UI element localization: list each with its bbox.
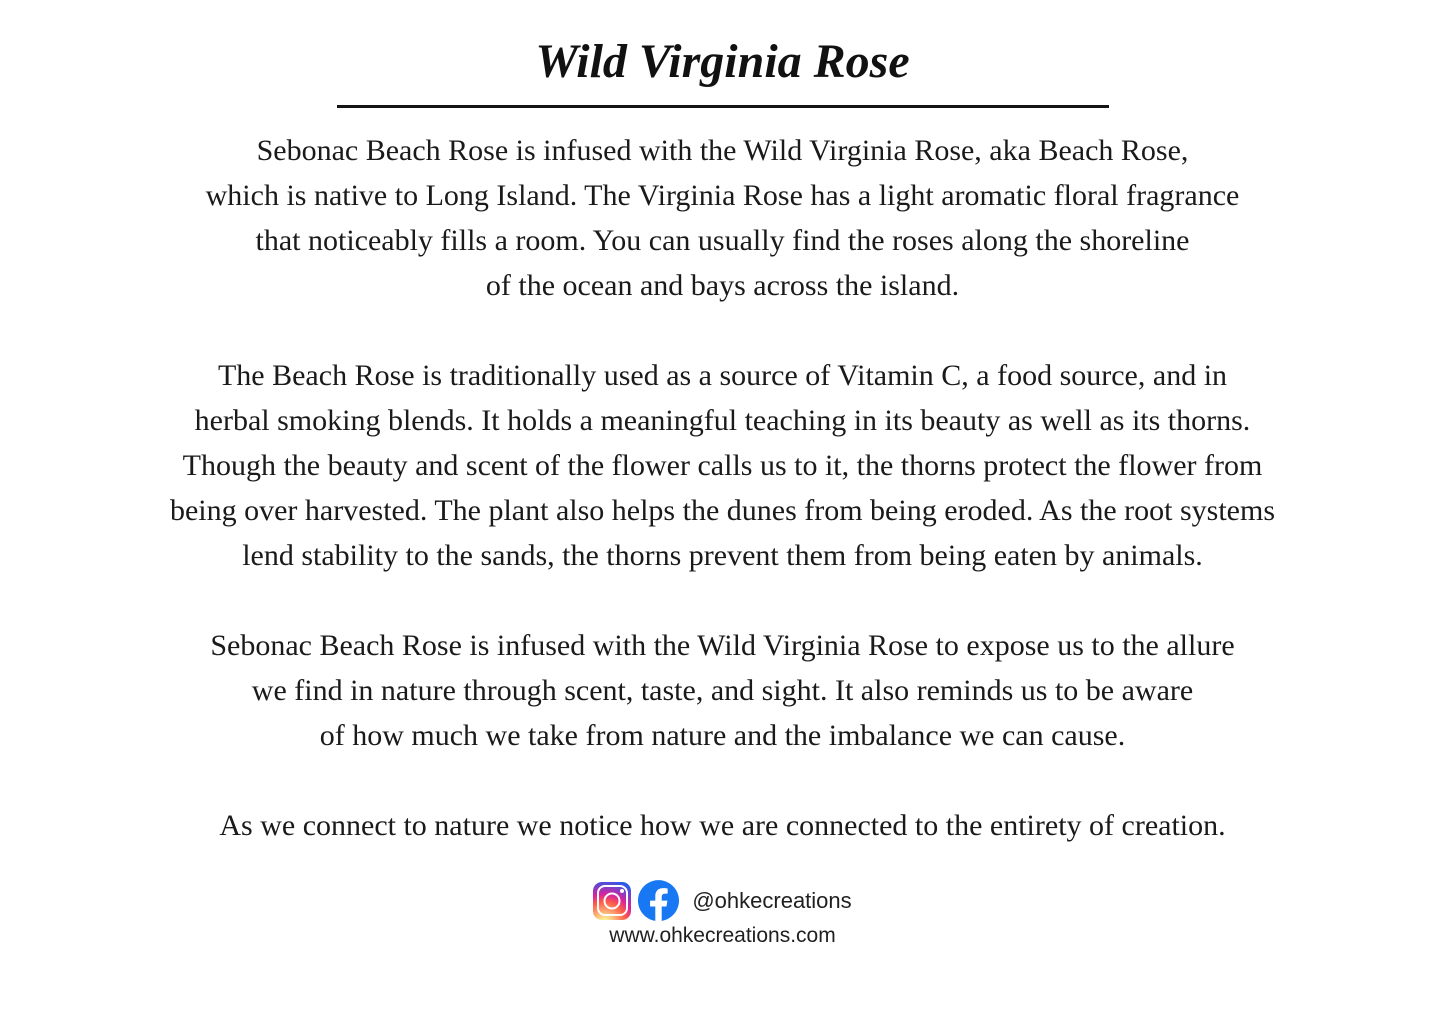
social-handle: @ohkecreations [692, 887, 852, 913]
social-row [0, 880, 1445, 921]
body-paragraph-3: Sebonac Beach Rose is infused with the Wild Virginia Rose to expose us to the allure we find in nature through scent, taste, and sight. It also reminds us to be aware of how much we take from nature and the imbalance we can cause. [210, 629, 1235, 752]
body-paragraph-4: As we connect to nature we notice how we are connected to the entirety of creation. [219, 809, 1226, 842]
facebook-icon [638, 880, 679, 921]
title-divider [337, 105, 1109, 108]
footer [0, 880, 1445, 948]
page-title: Wild Virginia Rose [535, 35, 910, 88]
website-url: www.ohkecreations.com [609, 924, 836, 947]
instagram-icon [593, 882, 631, 920]
body-paragraph-2: The Beach Rose is traditionally used as a source of Vitamin C, a food source, and in herbal smoking blends. It holds a meaningful teaching in its beauty as well as its thorns. Though the beauty and scent of the flower calls us to it, the thorns protect the flower from being over harvested. The plant also helps the dunes from being eroded. As the root systems lend stability to the sands, the thorns prevent them from being eaten by animals. [169, 359, 1276, 572]
body-content [0, 128, 1445, 848]
instagram-flash-dot [620, 889, 624, 893]
body-paragraph-1: Sebonac Beach Rose is infused with the Wild Virginia Rose, aka Beach Rose, which is native to Long Island. The Virginia Rose has a light aromatic floral fragrance that noticeably fills a room. You can usually find the roses along the shoreline of the ocean and bays across the island. [205, 134, 1240, 302]
